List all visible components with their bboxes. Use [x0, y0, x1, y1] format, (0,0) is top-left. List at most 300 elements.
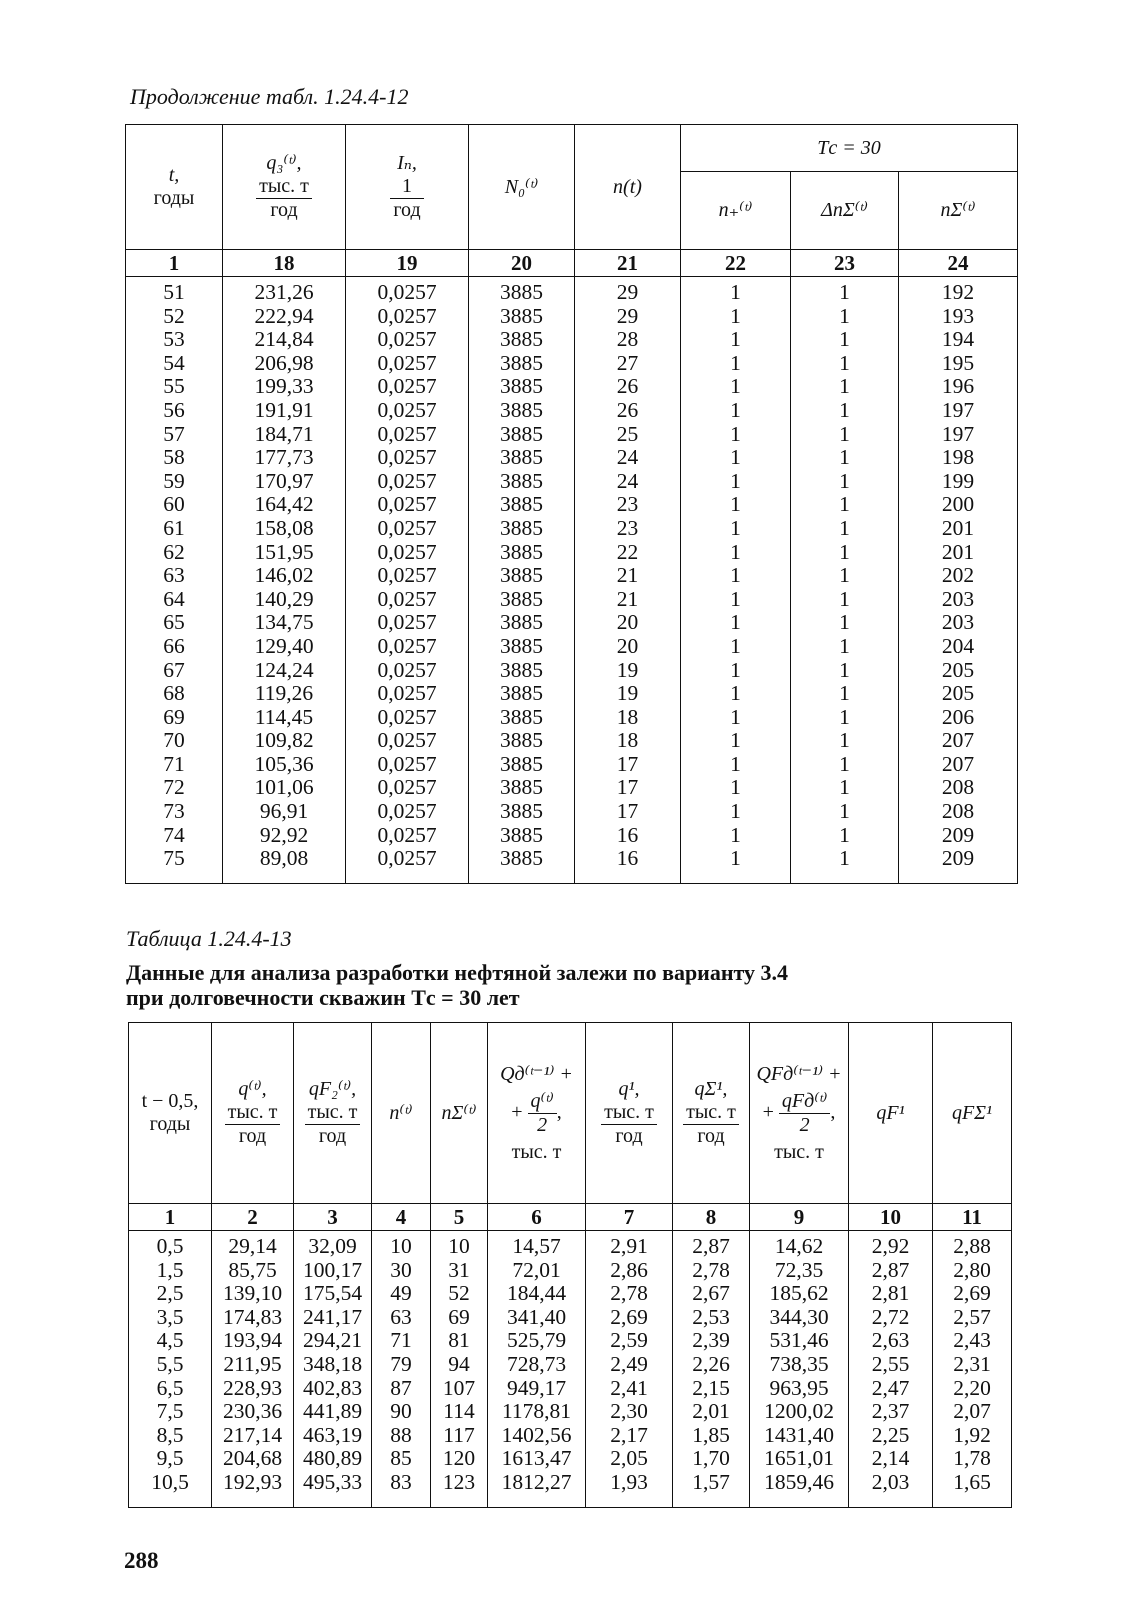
header-q3-unit-den: год — [270, 199, 298, 221]
table-cell: 2,25 — [871, 1422, 910, 1447]
column-number: 24 — [899, 250, 1018, 277]
table-cell: 6,5 — [156, 1375, 184, 1400]
table-cell: 83 — [390, 1469, 412, 1494]
table-cell: 0,0257 — [377, 397, 437, 422]
table-cell: 1 — [730, 515, 741, 540]
table-cell: 107 — [442, 1375, 476, 1400]
table-cell: 2,05 — [610, 1446, 648, 1471]
table-cell: 0,0257 — [377, 515, 437, 540]
data-body-row — [126, 277, 1018, 884]
table-cell: 1 — [730, 822, 741, 847]
table-cell: 9,5 — [156, 1446, 184, 1471]
table2-title-line1: Данные для анализа разработки нефтяной залежи по варианту 3.4 — [126, 960, 789, 985]
header-QFd-num: qFд⁽ᵗ⁾ — [779, 1090, 831, 1114]
table-cell: 1 — [839, 799, 850, 824]
table-cell: 1 — [839, 728, 850, 753]
column-number: 1 — [129, 1204, 212, 1231]
table-cell: 56 — [163, 397, 185, 422]
table-cell: 70 — [163, 728, 185, 753]
table-cell: 74 — [163, 822, 185, 847]
table-cell: 151,95 — [254, 539, 314, 564]
table-cell: 1812,27 — [501, 1469, 572, 1494]
table-cell: 1613,47 — [501, 1446, 572, 1471]
table-cell: 27 — [616, 350, 639, 375]
table-cell: 10,5 — [151, 1469, 189, 1494]
table-cell: 1 — [839, 633, 850, 658]
table-cell: 200 — [941, 492, 975, 517]
table-cell: 222,94 — [254, 303, 314, 328]
header-q3-unit-num: тыс. т — [256, 175, 312, 199]
header-Qd-unit: тыс. т — [511, 1140, 562, 1163]
table-cell: 1402,56 — [501, 1422, 572, 1447]
header-IN-unit-num: 1 — [390, 175, 423, 199]
table-cell: 1 — [839, 822, 850, 847]
table-cell: 1 — [839, 350, 850, 375]
table-cell: 208 — [941, 799, 975, 824]
table-cell: 17 — [616, 751, 639, 776]
table1-col — [575, 277, 681, 884]
data-body-row — [129, 1231, 1012, 1508]
table-cell: 92,92 — [259, 822, 309, 847]
table2-col — [849, 1231, 933, 1508]
column-number: 7 — [586, 1204, 673, 1231]
header-q-t-unit-num: тыс. т — [225, 1101, 281, 1125]
column-number: 19 — [346, 250, 469, 277]
header-n-sum: nΣ⁽ᵗ⁾ — [431, 1023, 488, 1204]
table-cell: 71 — [163, 751, 185, 776]
table-cell: 29 — [616, 303, 639, 328]
table-cell: 2,14 — [871, 1446, 910, 1471]
table-cell: 29 — [616, 280, 639, 304]
table2-col — [212, 1231, 294, 1508]
table1-col — [469, 277, 575, 884]
table-cell: 0,0257 — [377, 303, 437, 328]
header-Qd-plus: + — [511, 1100, 523, 1123]
table-cell: 2,78 — [692, 1257, 730, 1282]
header-qF2-unit-fraction — [305, 1101, 361, 1148]
table-cell: 3885 — [500, 586, 543, 611]
table-cell: 139,10 — [222, 1281, 283, 1306]
table-cell: 206 — [941, 704, 975, 729]
table-cell: 65 — [163, 610, 185, 635]
table-cell: 170,97 — [254, 468, 314, 493]
table-cell: 0,0257 — [377, 586, 437, 611]
column-number: 3 — [294, 1204, 372, 1231]
header-Qd-line1: Qд⁽ᵗ⁻¹⁾ + — [500, 1062, 573, 1085]
table-cell: 1 — [839, 492, 850, 517]
table-cell: 31 — [448, 1257, 470, 1282]
table-cell: 1 — [839, 657, 850, 682]
table-cell: 0,0257 — [377, 563, 437, 588]
table-cell: 2,15 — [692, 1375, 730, 1400]
header-q-t — [212, 1023, 294, 1204]
table-cell: 1 — [839, 303, 850, 328]
table-cell: 197 — [941, 421, 975, 446]
table-cell: 1 — [839, 539, 850, 564]
table-cell: 1 — [839, 280, 850, 304]
column-number: 20 — [469, 250, 575, 277]
table-cell: 2,49 — [610, 1351, 648, 1376]
column-number: 5 — [431, 1204, 488, 1231]
table-cell: 68 — [163, 681, 185, 706]
table-cell: 211,95 — [223, 1351, 282, 1376]
table-cell: 88 — [390, 1422, 412, 1447]
table-cell: 1 — [730, 421, 741, 446]
table-cell: 17 — [616, 799, 639, 824]
table-cell: 207 — [941, 728, 975, 753]
table-cell: 32,09 — [308, 1234, 357, 1258]
table-cell: 87 — [390, 1375, 412, 1400]
table-cell: 94 — [448, 1351, 470, 1376]
column-number: 21 — [575, 250, 681, 277]
table-cell: 66 — [163, 633, 185, 658]
table-cell: 2,86 — [610, 1257, 648, 1282]
header-t-symbol: t, — [168, 164, 180, 186]
table-cell: 3885 — [500, 681, 543, 706]
table-cell: 3885 — [500, 563, 543, 588]
header-q1-symbol: q¹, — [618, 1078, 640, 1100]
header-q1-unit-fraction — [601, 1101, 657, 1148]
table-cell: 195 — [941, 350, 975, 375]
table-cell: 1 — [839, 563, 850, 588]
table-cell: 1,70 — [692, 1446, 730, 1471]
table-cell: 62 — [163, 539, 185, 564]
table-cell: 120 — [442, 1446, 476, 1471]
table-continuation-1-24-4-12 — [125, 124, 1018, 884]
table-cell: 197 — [941, 397, 975, 422]
table-cell: 3885 — [500, 350, 543, 375]
table-cell: 3885 — [500, 799, 543, 824]
column-number-row — [129, 1204, 1012, 1231]
table-cell: 209 — [941, 822, 975, 847]
table-cell: 7,5 — [156, 1399, 184, 1424]
table-cell: 29,14 — [228, 1234, 277, 1258]
table-cell: 101,06 — [254, 775, 314, 800]
table-cell: 2,43 — [953, 1328, 991, 1353]
header-Qd-comma: , — [556, 1100, 562, 1123]
header-q1 — [586, 1023, 673, 1204]
table2-col — [431, 1231, 488, 1508]
table-cell: 0,5 — [156, 1234, 184, 1258]
table-cell: 51 — [163, 280, 185, 304]
table-cell: 1 — [730, 633, 741, 658]
column-number: 4 — [372, 1204, 431, 1231]
table-cell: 1,65 — [953, 1469, 991, 1494]
table-cell: 0,0257 — [377, 350, 437, 375]
table-cell: 0,0257 — [377, 633, 437, 658]
header-q3 — [223, 125, 346, 250]
table-cell: 1 — [730, 280, 741, 304]
column-number: 18 — [223, 250, 346, 277]
table-cell: 1 — [730, 327, 741, 352]
table-cell: 2,81 — [871, 1281, 910, 1306]
table-cell: 1 — [839, 704, 850, 729]
table-cell: 81 — [448, 1328, 470, 1353]
column-number: 11 — [933, 1204, 1012, 1231]
table-cell: 1 — [839, 468, 850, 493]
header-q-t-unit-den: год — [238, 1125, 267, 1147]
table-cell: 2,03 — [871, 1469, 910, 1494]
table-cell: 0,0257 — [377, 751, 437, 776]
header-QFd-fraction — [779, 1090, 831, 1137]
table-cell: 1 — [730, 445, 741, 470]
table-cell: 0,0257 — [377, 374, 437, 399]
table-cell: 3885 — [500, 657, 543, 682]
table-cell: 738,35 — [769, 1351, 829, 1376]
table-cell: 67 — [163, 657, 185, 682]
header-QFd-unit: тыс. т — [774, 1140, 824, 1163]
table-cell: 2,26 — [692, 1351, 730, 1376]
table-cell: 2,69 — [953, 1281, 991, 1306]
table-cell: 1 — [730, 586, 741, 611]
table-cell: 114 — [443, 1399, 475, 1424]
header-Qd-fraction — [528, 1090, 557, 1137]
table-cell: 10 — [390, 1234, 412, 1258]
header-n-t: n(t) — [575, 125, 681, 250]
table-cell: 3885 — [500, 704, 543, 729]
table-cell: 217,14 — [222, 1422, 283, 1447]
table-cell: 201 — [941, 539, 975, 564]
table-cell: 2,31 — [953, 1351, 991, 1376]
header-t-unit: годы — [153, 187, 195, 209]
table-cell: 207 — [941, 751, 975, 776]
table-cell: 1431,40 — [764, 1422, 834, 1447]
table-cell: 24 — [616, 445, 639, 470]
table-cell: 134,75 — [254, 610, 314, 635]
table-cell: 69 — [448, 1304, 470, 1329]
table-cell: 294,21 — [302, 1328, 363, 1353]
table-cell: 199 — [941, 468, 975, 493]
table-cell: 52 — [163, 303, 185, 328]
table-cell: 2,80 — [953, 1257, 991, 1282]
table-cell: 0,0257 — [377, 681, 437, 706]
table-cell: 2,30 — [610, 1399, 648, 1424]
table-cell: 123 — [442, 1469, 476, 1494]
table-cell: 1 — [730, 492, 741, 517]
table-cell: 60 — [163, 492, 185, 517]
table-cell: 3885 — [500, 280, 543, 304]
table-cell: 192,93 — [222, 1469, 283, 1494]
table-cell: 1 — [839, 751, 850, 776]
table-cell: 1 — [839, 586, 850, 611]
table-cell: 3885 — [500, 822, 543, 847]
table-cell: 23 — [616, 515, 639, 540]
table-cell: 16 — [616, 822, 639, 847]
table-1-24-4-13 — [128, 1022, 1012, 1508]
table-cell: 26 — [616, 374, 639, 399]
table-cell: 1 — [730, 563, 741, 588]
table-cell: 0,0257 — [377, 327, 437, 352]
table-cell: 0,0257 — [377, 775, 437, 800]
table-cell: 140,29 — [254, 586, 314, 611]
table-cell: 192 — [941, 280, 975, 304]
table-cell: 949,17 — [506, 1375, 567, 1400]
header-n-sum: nΣ⁽ᵗ⁾ — [899, 172, 1018, 250]
table-cell: 203 — [941, 610, 975, 635]
table-cell: 205 — [941, 657, 975, 682]
header-qF2-unit-num: тыс. т — [305, 1101, 361, 1125]
table-cell: 3885 — [500, 374, 543, 399]
column-number: 9 — [750, 1204, 849, 1231]
table-cell: 209 — [941, 846, 975, 871]
table-cell: 3885 — [500, 303, 543, 328]
table-cell: 204 — [941, 633, 975, 658]
table-cell: 0,0257 — [377, 846, 437, 871]
table-cell: 3885 — [500, 421, 543, 446]
table-cell: 1 — [730, 681, 741, 706]
table-cell: 90 — [390, 1399, 412, 1424]
table-cell: 0,0257 — [377, 728, 437, 753]
table-cell: 2,92 — [871, 1234, 910, 1258]
table-cell: 3885 — [500, 327, 543, 352]
table-cell: 1 — [730, 350, 741, 375]
header-q3-symbol: q₃⁽ᵗ⁾, — [266, 152, 302, 174]
table2-col — [750, 1231, 849, 1508]
header-q1-sum — [673, 1023, 750, 1204]
table-cell: 3885 — [500, 775, 543, 800]
table-cell: 2,67 — [692, 1281, 730, 1306]
table-cell: 214,84 — [254, 327, 314, 352]
table-cell: 8,5 — [156, 1422, 184, 1447]
table-cell: 59 — [163, 468, 185, 493]
header-n-plus: n₊⁽ᵗ⁾ — [681, 172, 791, 250]
table-cell: 1 — [730, 657, 741, 682]
header-Tc-group: Tс = 30 — [681, 125, 1018, 172]
table-cell: 85 — [390, 1446, 412, 1471]
header-QFd-comma: , — [830, 1100, 836, 1123]
table-cell: 175,54 — [302, 1281, 363, 1306]
table-cell: 2,63 — [871, 1328, 910, 1353]
table-cell: 963,95 — [769, 1375, 829, 1400]
page-number: 288 — [124, 1548, 159, 1573]
table-cell: 21 — [616, 563, 639, 588]
table-cell: 341,40 — [506, 1304, 567, 1329]
table-cell: 0,0257 — [377, 799, 437, 824]
table-cell: 185,62 — [769, 1281, 829, 1306]
continuation-caption: Продолжение табл. 1.24.4-12 — [130, 84, 409, 109]
table-cell: 73 — [163, 799, 185, 824]
table2-col — [372, 1231, 431, 1508]
header-qF2 — [294, 1023, 372, 1204]
table-cell: 2,17 — [610, 1422, 648, 1447]
table-cell: 1,5 — [156, 1257, 184, 1282]
header-q1-sum-unit-den: год — [697, 1125, 725, 1147]
table-cell: 0,0257 — [377, 468, 437, 493]
header-q-t-unit-fraction — [225, 1101, 281, 1148]
table-cell: 531,46 — [769, 1328, 829, 1353]
table-cell: 198 — [941, 445, 975, 470]
table-cell: 3885 — [500, 468, 543, 493]
table-cell: 463,19 — [302, 1422, 363, 1447]
table-cell: 184,44 — [506, 1281, 567, 1306]
table-cell: 1 — [730, 751, 741, 776]
table-cell: 1 — [730, 704, 741, 729]
table-cell: 1 — [730, 539, 741, 564]
table-cell: 1,78 — [953, 1446, 991, 1471]
table2-title-line2: при долговечности скважин Tс = 30 лет — [126, 985, 520, 1010]
table2-col — [933, 1231, 1012, 1508]
header-N0: N₀⁽ᵗ⁾ — [469, 125, 575, 250]
table-cell: 109,82 — [254, 728, 314, 753]
table-cell: 199,33 — [254, 374, 314, 399]
table-cell: 205 — [941, 681, 975, 706]
table-cell: 2,91 — [610, 1234, 648, 1258]
header-Qd-line2 — [488, 1090, 585, 1137]
table-cell: 728,73 — [506, 1351, 567, 1376]
table-cell: 72,35 — [774, 1257, 824, 1282]
header-t-minus-half — [129, 1023, 212, 1204]
table-cell: 230,36 — [222, 1399, 283, 1424]
table-cell: 17 — [616, 775, 639, 800]
table-cell: 348,18 — [302, 1351, 363, 1376]
table-cell: 18 — [616, 704, 639, 729]
table-cell: 3885 — [500, 846, 543, 871]
table-cell: 1 — [839, 397, 850, 422]
table1-col — [223, 277, 346, 884]
table-cell: 1 — [839, 610, 850, 635]
table-cell: 193 — [941, 303, 975, 328]
column-number: 6 — [488, 1204, 586, 1231]
table-cell: 1 — [730, 303, 741, 328]
header-t-minus-half-unit: годы — [149, 1113, 191, 1135]
table-cell: 3885 — [500, 539, 543, 564]
table-cell: 184,71 — [254, 421, 314, 446]
table-cell: 55 — [163, 374, 185, 399]
table-cell: 1 — [730, 397, 741, 422]
table-cell: 194 — [941, 327, 975, 352]
table-cell: 18 — [616, 728, 639, 753]
table-cell: 2,39 — [692, 1328, 730, 1353]
table-cell: 2,20 — [953, 1375, 991, 1400]
table2-col — [673, 1231, 750, 1508]
table-cell: 16 — [616, 846, 639, 871]
header-Qd-den: 2 — [537, 1113, 548, 1136]
header-IN-unit-fraction — [390, 175, 423, 222]
table-cell: 19 — [616, 657, 639, 682]
table-cell: 174,83 — [222, 1304, 283, 1329]
table-cell: 49 — [390, 1281, 412, 1306]
table-cell: 54 — [163, 350, 185, 375]
table2-caption: Таблица 1.24.4-13 — [126, 926, 292, 951]
table-cell: 3885 — [500, 633, 543, 658]
table-cell: 1 — [839, 681, 850, 706]
table-cell: 1 — [839, 421, 850, 446]
table-cell: 1 — [839, 374, 850, 399]
table-cell: 2,07 — [953, 1399, 991, 1424]
table-cell: 3,5 — [156, 1304, 184, 1329]
column-number: 23 — [791, 250, 899, 277]
column-number-row — [126, 250, 1018, 277]
table-cell: 75 — [163, 846, 185, 871]
table-cell: 0,0257 — [377, 445, 437, 470]
header-QFd-line1: QFд⁽ᵗ⁻¹⁾ + — [756, 1062, 842, 1085]
table-cell: 89,08 — [259, 846, 309, 871]
table-cell: 2,69 — [610, 1304, 648, 1329]
header-QFd-line2 — [750, 1090, 848, 1137]
table-cell: 1 — [730, 775, 741, 800]
table-cell: 1 — [839, 515, 850, 540]
table-cell: 203 — [941, 586, 975, 611]
table-cell: 1 — [730, 374, 741, 399]
table-cell: 2,47 — [871, 1375, 910, 1400]
table-cell: 1,92 — [953, 1422, 991, 1447]
table-cell: 0,0257 — [377, 704, 437, 729]
table-cell: 2,5 — [156, 1281, 184, 1306]
header-q1-sum-symbol: qΣ¹, — [694, 1078, 728, 1100]
table-cell: 193,94 — [222, 1328, 283, 1353]
table-cell: 164,42 — [254, 492, 314, 517]
table-cell: 26 — [616, 397, 639, 422]
